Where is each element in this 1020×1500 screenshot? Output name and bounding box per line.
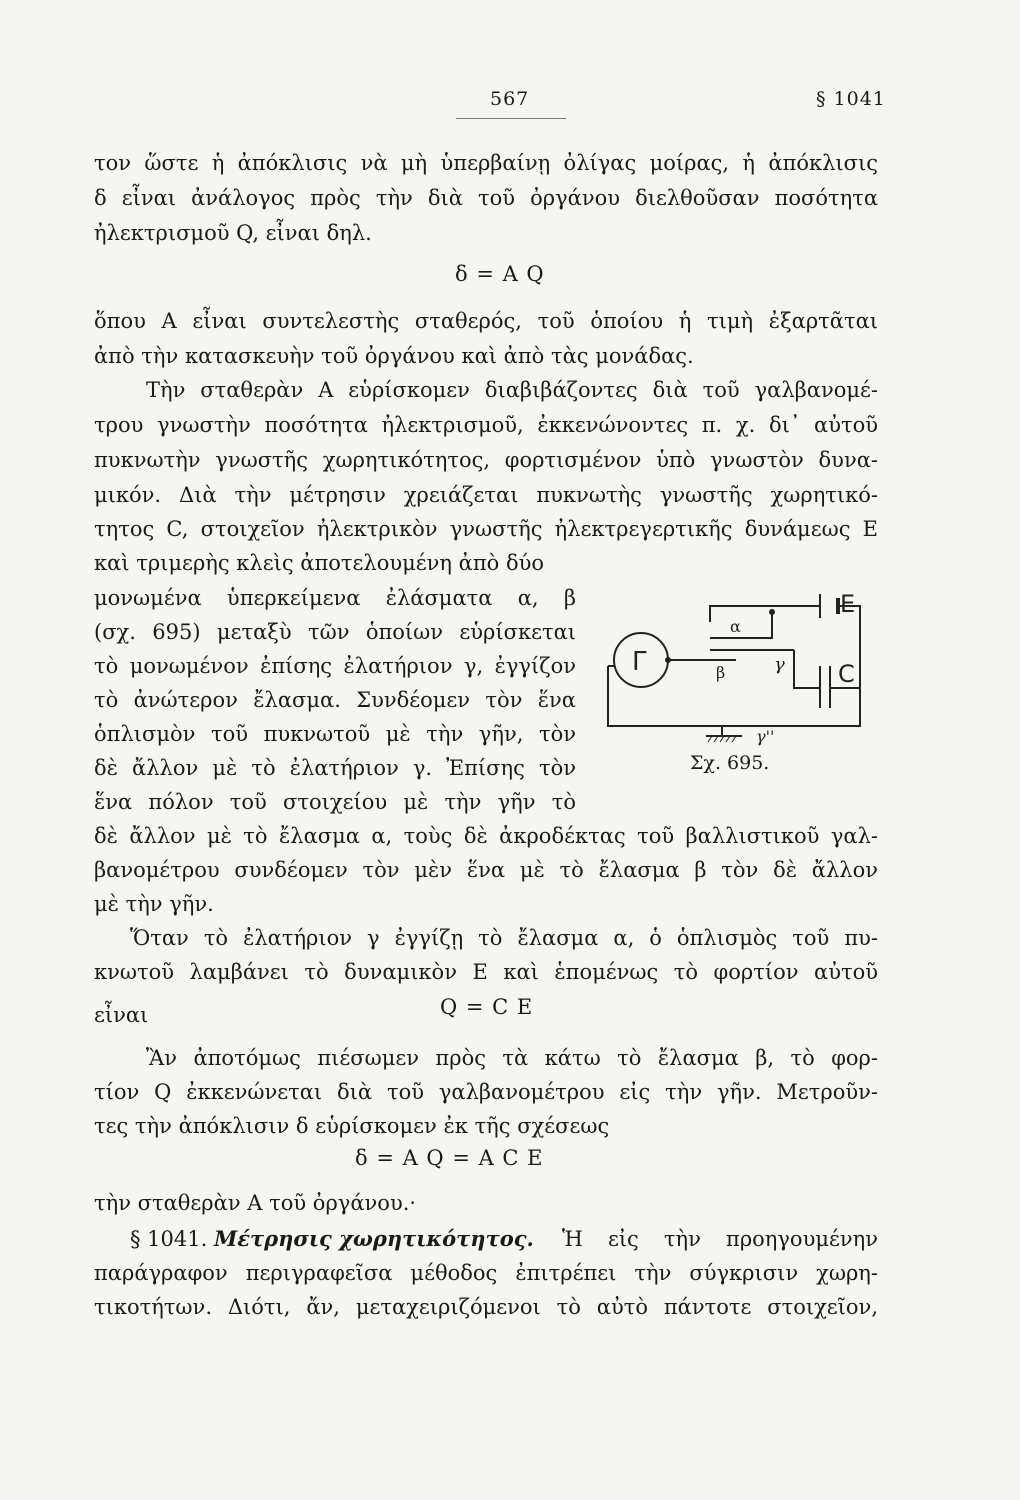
section-heading <box>130 1224 534 1254</box>
text-line: μονωμένα ὑπερκείμενα ἐλάσματα α, β <box>94 586 576 610</box>
text-line: εἶναι <box>94 1003 149 1027</box>
text-line: Ἂν ἀποτόμως πιέσωμεν πρὸς τὰ κάτω τὸ ἔλασμα β, τὸ φορ- <box>146 1046 878 1070</box>
beta-label: β <box>716 663 726 682</box>
circuit-wire <box>748 612 772 638</box>
text-line: Ὅταν τὸ ἐλατήριον γ ἐγγίζῃ τὸ ἔλασμα α, ὁ ὁπλισμὸς τοῦ πυ- <box>130 926 878 950</box>
formula-delta-ace: δ = A Q = A C E <box>355 1146 544 1170</box>
text-line: ἀπὸ τὴν κατασκευὴν τοῦ ὀργάνου καὶ ἀπὸ τὰς μονάδας. <box>94 344 694 368</box>
text-line: ὁπλισμὸν τοῦ πυκνωτοῦ μὲ τὴν γῆν, τὸν <box>94 722 576 746</box>
text-line: ὅπου Α εἶναι συντελεστὴς σταθερός, τοῦ ὁποίου ἡ τιμὴ ἐξαρτᾶται <box>94 309 878 333</box>
gamma-earth-label: γ'' <box>756 727 775 746</box>
text-line: τίον Q ἐκκενώνεται διὰ τοῦ γαλβανομέτρου εἰς τὴν γῆν. Μετροῦν- <box>94 1080 878 1104</box>
text-line: τὸ ἀνώτερον ἔλασμα. Συνδέομεν τὸν ἕνα <box>94 688 576 712</box>
battery-label: E <box>840 590 856 618</box>
text-line: τικοτήτων. Διότι, ἄν, μεταχειριζόμενοι τὸ αὐτὸ πάντοτε στοιχεῖον, <box>94 1295 878 1319</box>
text-line: τὸ μονωμένον ἐπίσης ἐλατήριον γ, ἐγγίζον <box>94 654 576 678</box>
text-line: ἠλεκτρισμοῦ Q, εἶναι δηλ. <box>94 221 372 245</box>
section-heading-number: § 1041. <box>130 1227 208 1251</box>
junction-dot <box>665 657 671 663</box>
section-heading-title: Μέτρησις χωρητικότητος. <box>213 1226 534 1251</box>
text-line: πυκνωτὴν γνωστῆς χωρητικότητος, φορτισμένον ὑπὸ γνωστὸν δυνα- <box>94 448 878 472</box>
circuit-wire <box>710 606 820 622</box>
text-line: Ἡ εἰς τὴν προηγουμένην <box>562 1227 878 1251</box>
text-line: ἕνα πόλον τοῦ στοιχείου μὲ τὴν γῆν τὸ <box>94 790 576 814</box>
text-line: τον ὥστε ἡ ἀπόκλισις νὰ μὴ ὑπερβαίνῃ ὀλίγας μοίρας, ἡ ἀπόκλισις <box>94 151 878 175</box>
text-line: τρου γνωστὴν ποσότητα ἠλεκτρισμοῦ, ἐκκενώνοντες π. χ. δι᾽ αὐτοῦ <box>94 413 878 437</box>
text-line: (σχ. 695) μεταξὺ τῶν ὁποίων εὑρίσκεται <box>94 620 576 644</box>
formula-q-ce: Q = C E <box>440 995 534 1019</box>
header-rule <box>456 118 566 119</box>
text-line: καὶ τριμερὴς κλεὶς ἀποτελουμένη ἀπὸ δύο <box>94 551 545 575</box>
text-line: δὲ ἄλλον μὲ τὸ ἔλασμα α, τοὺς δὲ ἀκροδέκτας τοῦ βαλλιστικοῦ γαλ- <box>94 824 878 848</box>
text-line: μικόν. Διὰ τὴν μέτρησιν χρειάζεται πυκνωτὴς γνωστῆς χωρητικό- <box>94 483 878 507</box>
galvanometer-label: Γ <box>632 647 647 677</box>
text-line: τες τὴν ἀπόκλισιν δ εὑρίσκομεν ἐκ τῆς σχέσεως <box>94 1114 610 1138</box>
gamma-label: γ <box>774 654 785 675</box>
text-line: μὲ τὴν γῆν. <box>94 892 214 916</box>
section-number: § 1041 <box>816 88 886 110</box>
junction-dot <box>769 609 775 615</box>
text-line: τὴν σταθερὰν Α τοῦ ὀργάνου.· <box>94 1191 417 1215</box>
text-line: βανομέτρου συνδέομεν τὸν μὲν ἕνα μὲ τὸ ἔλασμα β τὸν δὲ ἄλλον <box>94 858 878 882</box>
page-number: 567 <box>490 88 530 110</box>
text-line: τητος C, στοιχεῖον ἠλεκτρικὸν γνωστῆς ἠλεκτρεγερτικῆς δυνάμεως Ε <box>94 517 878 541</box>
figure-caption: Σχ. 695. <box>690 752 770 774</box>
text-line: κνωτοῦ λαμβάνει τὸ δυναμικὸν Ε καὶ ἑπομένως τὸ φορτίον αὐτοῦ <box>94 960 878 984</box>
capacitor-label: C <box>838 660 855 688</box>
text-line: δ εἶναι ἀνάλογος πρὸς τὴν διὰ τοῦ ὀργάνου διελθοῦσαν ποσότητα <box>94 186 878 210</box>
formula-delta-aq: δ = A Q <box>455 262 545 286</box>
text-line: δὲ ἄλλον μὲ τὸ ἐλατήριον γ. Ἐπίσης τὸν <box>94 756 576 780</box>
text-line: Τὴν σταθερὰν Α εὑρίσκομεν διαβιβάζοντες διὰ τοῦ γαλβανομέ- <box>146 378 878 402</box>
text-line: παράγραφον περιγραφεῖσα μέθοδος ἐπιτρέπει τὴν σύγκρισιν χωρη- <box>94 1261 878 1285</box>
alpha-label: α <box>730 617 741 636</box>
circuit-wire <box>794 650 820 688</box>
circuit-wire <box>608 666 722 726</box>
